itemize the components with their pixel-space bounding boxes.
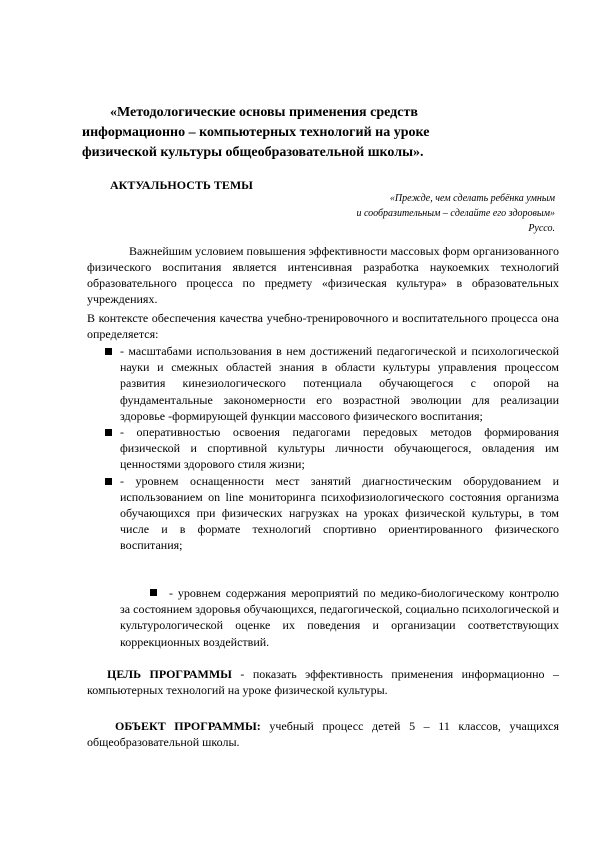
epigraph-line-2: и сообразительным – сделайте его здоровым»: [356, 208, 555, 219]
goal-label: ЦЕЛЬ ПРОГРАММЫ: [107, 667, 232, 681]
square-bullet-icon: [150, 589, 157, 596]
list-item-indented: [120, 585, 559, 650]
square-bullet-icon: [105, 348, 112, 355]
square-bullet-icon: [105, 429, 112, 436]
criteria-list: [87, 343, 559, 554]
epigraph: [255, 191, 555, 236]
program-goal: [87, 666, 559, 698]
square-bullet-icon: [105, 478, 112, 485]
list-item: [87, 424, 559, 473]
document-title: [82, 103, 522, 163]
list-item: [87, 473, 559, 554]
list-item-text: - масштабами использования в нем достижений педагогической и психологической науки и смежных областей знания в области культуры управления процессом развития кинезиологического потенциала обучающегося с опорой на фундаментальные закономерности его возрастной эволюции для реализации здоровье -формирующей функции массового физического воспитания;: [120, 344, 559, 423]
list-item-text: - уровнем оснащенности мест занятий диагностическим оборудованием и использованием on line мониторинга психофизиологического состояния организма обучающихся при физических нагрузках на уроках физической культуры, в том числе и в формате технологий спортивно ориентированного физического воспитания;: [120, 473, 559, 553]
paragraph-context: В контексте обеспечения качества учебно-тренировочного и воспитательного процесса она определяется:: [87, 311, 559, 341]
epigraph-line-1: «Прежде, чем сделать ребёнка умным: [389, 193, 555, 204]
list-item-text: - уровнем содержания мероприятий по медико-биологическому контролю за состоянием здоровья обучающихся, педагогической, социально психологической и культурологической оценке их поведения и организации соответствующих коррекционных воздействий.: [120, 586, 559, 649]
object-label: ОБЪЕКТ ПРОГРАММЫ:: [115, 719, 261, 733]
title-line-1: «Методологические основы применения средств: [110, 105, 418, 120]
title-line-3: физической культуры общеобразовательной школы».: [82, 145, 424, 160]
program-object: [87, 718, 559, 750]
goal-text: - показать эффективность применения информационно – компьютерных технологий на уроке физической культуры.: [87, 667, 560, 697]
object-text: учебный процесс детей 5 – 11 классов, учащихся общеобразовательной школы.: [87, 719, 560, 749]
list-item-text: - оперативностью освоения педагогами передовых методов формирования физической и спортивной культуры личности обучающегося, овладения им ценностями здорового стиля жизни;: [120, 425, 559, 472]
epigraph-author: Руссо.: [528, 223, 555, 234]
relevance-heading: АКТУАЛЬНОСТЬ ТЕМЫ: [110, 178, 253, 192]
list-item: [87, 343, 559, 424]
paragraph-importance: Важнейшим условием повышения эффективности массовых форм организованного физического воспитания является интенсивная разработка наукоемких технологий образовательного процесса по предмету «физическая культура» в образовательных учреждениях.: [87, 244, 559, 306]
title-line-2: информационно – компьютерных технологий на уроке: [82, 125, 430, 140]
